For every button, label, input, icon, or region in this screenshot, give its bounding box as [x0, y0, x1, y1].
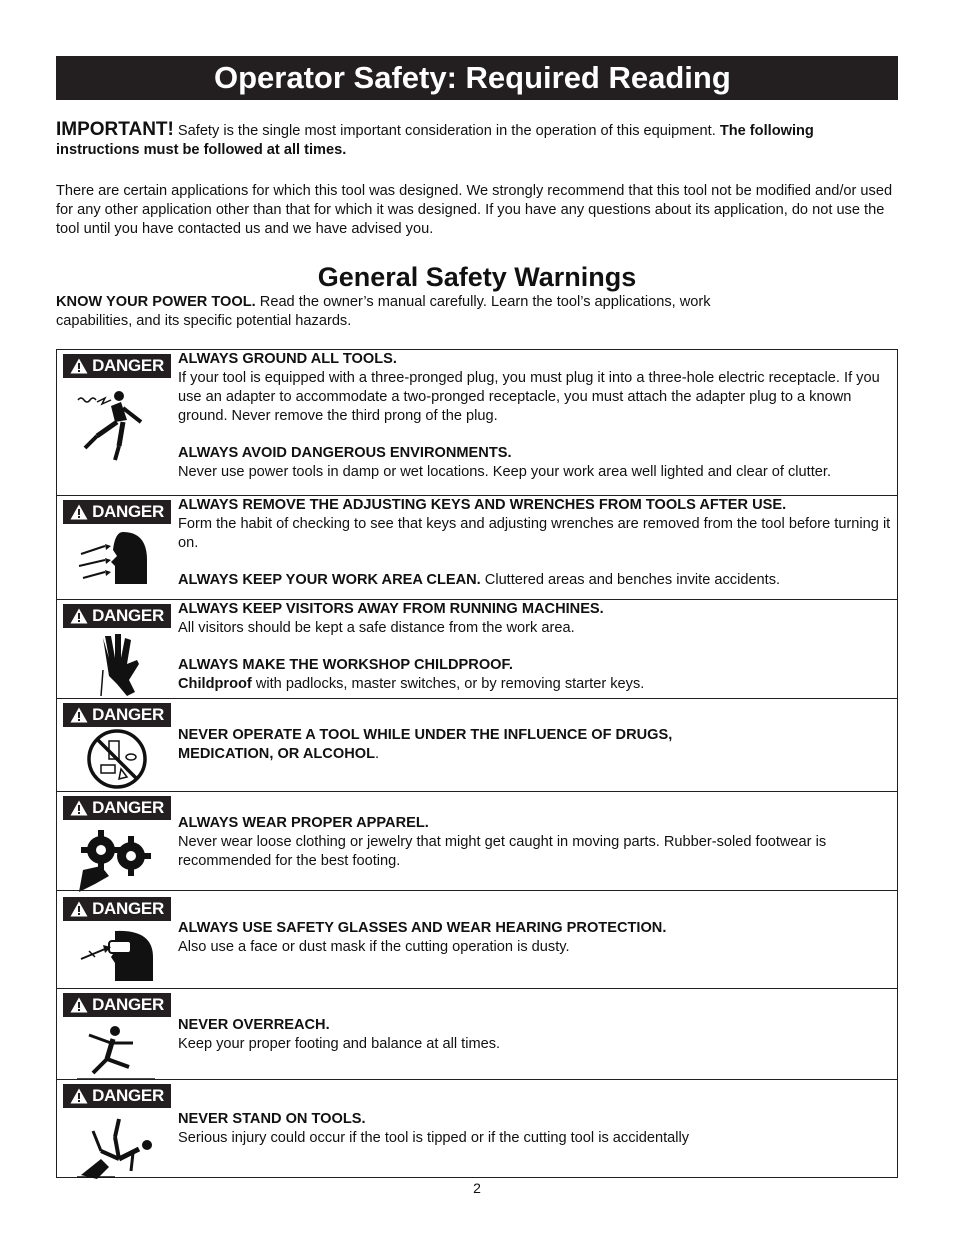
warning-heading: ALWAYS GROUND ALL TOOLS.: [178, 351, 397, 367]
warning-heading: ALWAYS REMOVE THE ADJUSTING KEYS AND WRENCHES FROM TOOLS AFTER USE.: [178, 497, 787, 513]
warning-heading: MEDICATION, OR ALCOHOL: [178, 746, 376, 762]
warning-row: [57, 599, 897, 698]
important-label: IMPORTANT!: [56, 119, 174, 140]
warning-heading: NEVER OVERREACH.: [178, 1017, 330, 1033]
warning-row: [57, 698, 897, 791]
warning-triangle-icon: [70, 1088, 88, 1104]
warning-triangle-icon: [70, 608, 88, 624]
warnings-table: [56, 349, 898, 1178]
important-text: Safety is the single most important consideration in the operation of this equipment.: [173, 123, 720, 139]
warning-text: Cluttered areas and benches invite accidents.: [480, 572, 781, 588]
warning-triangle-icon: [70, 800, 88, 816]
warning-heading: NEVER OPERATE A TOOL WHILE UNDER THE INFLUENCE OF DRUGS,: [178, 727, 673, 743]
warning-heading: ALWAYS AVOID DANGEROUS ENVIRONMENTS.: [178, 445, 512, 461]
falling-person-icon: [75, 1110, 157, 1182]
warning-text: Serious injury could occur if the tool is tipped or if the cutting tool is accidentally: [178, 1130, 690, 1146]
warning-text: Form the habit of checking to see that keys and adjusting wrenches are removed from the tool before turning it on.: [178, 516, 891, 551]
danger-badge: DANGER: [63, 1084, 171, 1108]
no-drugs-alcohol-icon: [75, 727, 157, 799]
warning-text: Never wear loose clothing or jewelry that might get caught in moving parts. Rubber-soled footwear is recommended for the best footing.: [178, 834, 827, 869]
warning-heading: ALWAYS WEAR PROPER APPAREL.: [178, 815, 429, 831]
important-notice: [56, 120, 901, 160]
flying-debris-icon: [75, 526, 157, 598]
danger-badge: DANGER: [63, 993, 171, 1017]
warning-triangle-icon: [70, 997, 88, 1013]
warning-text: .: [375, 746, 380, 762]
section-heading: General Safety Warnings: [317, 262, 637, 292]
warning-row: [57, 1079, 897, 1177]
danger-badge: DANGER: [63, 703, 171, 727]
warning-text: Never use power tools in damp or wet locations. Keep your work area well lighted and clear of clutter.: [178, 464, 831, 480]
warning-heading: ALWAYS KEEP VISITORS AWAY FROM RUNNING MACHINES.: [178, 601, 604, 617]
hand-cut-icon: [75, 630, 157, 702]
warning-triangle-icon: [70, 358, 88, 374]
danger-badge: DANGER: [63, 354, 171, 378]
warning-text: with padlocks, master switches, or by removing starter keys.: [251, 676, 645, 692]
entanglement-gears-icon: [75, 822, 157, 894]
know-bold: KNOW YOUR POWER TOOL.: [56, 294, 256, 310]
warning-triangle-icon: [70, 901, 88, 917]
know-your-tool-paragraph: [56, 293, 776, 331]
danger-badge: DANGER: [63, 796, 171, 820]
warning-row: [57, 495, 897, 599]
warning-heading: ALWAYS USE SAFETY GLASSES AND WEAR HEARING PROTECTION.: [178, 920, 667, 936]
intro-paragraph: There are certain applications for which this tool was designed. We strongly recommend that this tool not be modified and/or used for any other application other than that for which it was designed. If you have any questions about its application, do not use the tool until you have contacted us and we have advised you.: [56, 183, 893, 237]
warning-row: [57, 890, 897, 988]
warning-row: [57, 350, 897, 495]
page-title: Operator Safety: Required Reading: [56, 56, 898, 100]
warning-triangle-icon: [70, 707, 88, 723]
warning-triangle-icon: [70, 504, 88, 520]
warning-text: Keep your proper footing and balance at all times.: [178, 1036, 501, 1052]
know-text: Read the owner’s manual carefully. Learn the tool’s applications, work capabilities, and its specific potential hazards.: [56, 294, 711, 329]
warning-text: If your tool is equipped with a three-pronged plug, you must plug it into a three-hole electric receptacle. If you use an adapter to accommodate a two-pronged receptacle, you must attach the adapter plug to a known ground. Never remove the third prong of the plug.: [178, 370, 880, 424]
warning-text: All visitors should be kept a safe distance from the work area.: [178, 620, 575, 636]
warning-heading: ALWAYS KEEP YOUR WORK AREA CLEAN.: [178, 572, 481, 588]
page-number: 2: [473, 1180, 481, 1196]
important-bold-text: The following instructions must be followed at all times.: [56, 123, 814, 158]
warning-bold-word: Childproof: [178, 676, 252, 692]
danger-badge: DANGER: [63, 897, 171, 921]
danger-badge: DANGER: [63, 500, 171, 524]
warning-text: Also use a face or dust mask if the cutting operation is dusty.: [178, 939, 570, 955]
electric-shock-icon: [75, 390, 157, 462]
warning-row: [57, 791, 897, 890]
warning-row: [57, 988, 897, 1079]
warning-heading: ALWAYS MAKE THE WORKSHOP CHILDPROOF.: [178, 657, 513, 673]
danger-badge: DANGER: [63, 604, 171, 628]
warning-heading: NEVER STAND ON TOOLS.: [178, 1111, 366, 1127]
safety-glasses-icon: [75, 923, 157, 995]
